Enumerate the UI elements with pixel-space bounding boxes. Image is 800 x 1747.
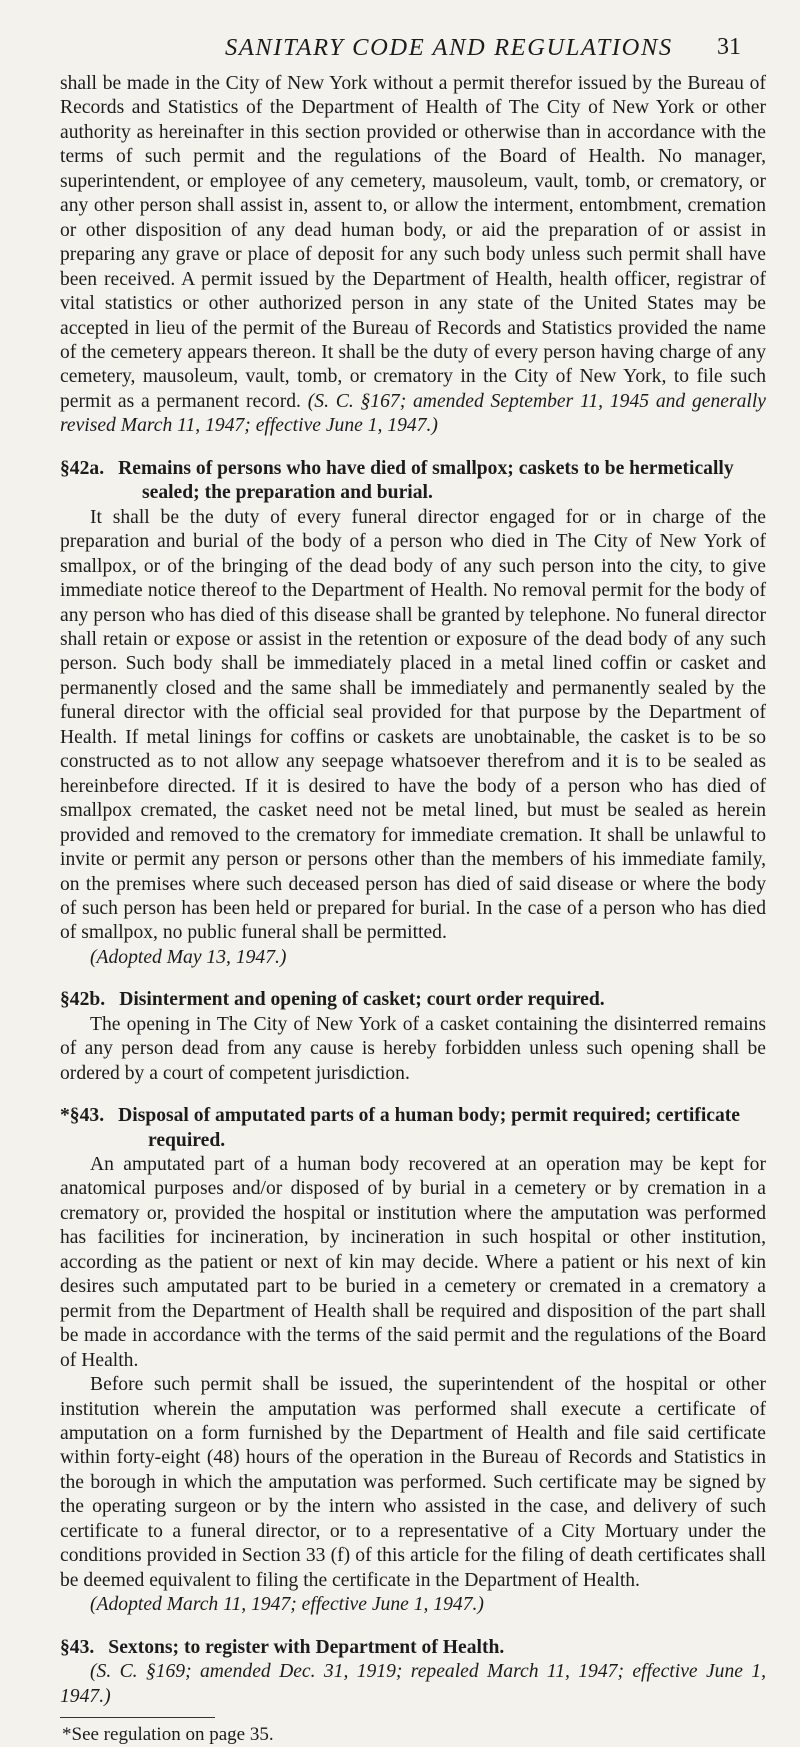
- intro-paragraph: [60, 72, 766, 439]
- section-43-heading: [60, 1104, 766, 1153]
- section-43-title: Disposal of amputated parts of a human body; permit required; certificate required.: [118, 1105, 740, 1151]
- section-42b-number: §42b.: [60, 989, 106, 1011]
- page-number: 31: [717, 34, 741, 60]
- section-43-sextons-heading: [60, 1636, 766, 1660]
- section-42b-heading: [60, 988, 766, 1012]
- section-42a-heading: [60, 457, 766, 506]
- section-42a-title: Remains of persons who have died of smallpox; caskets to be hermetically sealed; the preparation and burial.: [118, 457, 734, 504]
- section-43-sextons-title: Sextons; to register with Department of Health.: [108, 1636, 505, 1658]
- section-43-history-note: [60, 1593, 766, 1617]
- page-body: [60, 72, 766, 1747]
- section-43-number: *§43.: [60, 1105, 105, 1127]
- section-43-sextons-note: [60, 1660, 766, 1709]
- section-43-sextons-number: §43.: [60, 1636, 95, 1658]
- intro-text: shall be made in the City of New York without a permit therefor issued by the Bureau of Records and Statistics of the Department of Health of The City of New York or other authority as hereinafter in this section provided or otherwise than in accordance with the terms of such permit and the regulations of the Board of Health. No manager, superintendent, or employee of any cemetery, mausoleum, vault, tomb, or crematory, or any other person shall assist in, assent to, or allow the interment, entombment, cremation or other disposition of any dead human body, or aid the preparation of or assist in preparing any grave or place of deposit for any such body unless such permit shall have been received. A permit issued by the Department of Health, health officer, registrar of vital statistics or other authorized person in any state of the United States may be accepted in lieu of the permit of the Bureau of Records and Statistics provided the name of the cemetery appears thereon. It shall be the duty of every person having charge of any cemetery, mausoleum, vault, tomb, or crematory in the City of New York, to file such permit as a permanent record.: [60, 73, 766, 412]
- section-42b-title: Disinterment and opening of casket; court order required.: [119, 989, 605, 1011]
- section-42a-adopted: (Adopted May 13, 1947.): [90, 946, 287, 968]
- section-42b-body: The opening in The City of New York of a casket containing the disinterred remains of any person dead from any cause is hereby forbidden unless such opening shall be ordered by a court of competent jurisdiction.: [60, 1013, 766, 1084]
- running-header: [0, 34, 800, 64]
- section-43-body-2: Before such permit shall be issued, the superintendent of the hospital or other institution wherein the amputation was performed shall execute a certificate of amputation on a form furnished by the Department of Health and file said certificate within forty-eight (48) hours of the operation in the Bureau of Records and Statistics in the borough in which the amputation was performed. Such certificate may be signed by the operating surgeon or by the intern who assisted in the case, and delivery of such certificate to a funeral director, or to a representative of a City Mortuary under the conditions provided in Section 33 (f) of this article for the filing of death certificates shall be deemed equivalent to filing the certificate in the Department of Health.: [60, 1374, 766, 1591]
- section-43-adopted: (Adopted March 11, 1947; effective June 1, 1947.): [90, 1594, 484, 1616]
- footnote: *See regulation on page 35.: [62, 1724, 274, 1745]
- footnote-divider: [60, 1717, 215, 1718]
- intro-history-note: (S. C. §167; amended September 11, 1945 and generally revised March 11, 1947; effective June 1, 1947.): [60, 390, 766, 437]
- section-42a-number: §42a.: [60, 457, 105, 479]
- section-43-sextons-history: (S. C. §169; amended Dec. 31, 1919; repealed March 11, 1947; effective June 1, 1947.): [60, 1661, 766, 1707]
- section-42a-history-note: [60, 946, 766, 970]
- section-43-body-1: An amputated part of a human body recovered at an operation may be kept for anatomical purposes and/or disposed of by burial in a cemetery or by cremation in a crematory or, provided the hospital or institution where the amputation was performed has facilities for incineration, by incineration in such hospital or other institution, according as the patient or next of kin may decide. Where a patient or his next of kin desires such amputated part to be buried in a cemetery or cremated in a crematory a permit from the Department of Health shall be required and disposition of the part shall be made in accordance with the terms of the said permit and the regulations of the Board of Health.: [60, 1154, 766, 1371]
- running-title: SANITARY CODE AND REGULATIONS: [225, 34, 673, 61]
- section-42a-body: It shall be the duty of every funeral director engaged for or in charge of the preparation and burial of the body of a person who died in The City of New York of smallpox, or of the bringing of the dead body of any such person into the city, to give immediate notice thereof to the Department of Health. No removal permit for the body of any person who has died of this disease shall be granted by telephone. No funeral director shall retain or expose or assist in the retention or exposure of the dead body of any such person. Such body shall be immediately placed in a metal lined coffin or casket and permanently closed and the same shall be immediately and permanently sealed by the funeral director with the official seal provided for that purpose by the Department of Health. If metal linings for coffins or caskets are unobtainable, the casket is to be so constructed as to not allow any seepage whatsoever therefrom and it is to be sealed as hereinbefore directed. If it is desired to have the body of a person who has died of smallpox cremated, the casket need not be metal lined, but must be sealed as herein provided and removed to the crematory for immediate cremation. It shall be unlawful to invite or permit any person or persons other than the members of his immediate family, on the premises where such deceased person has died of said disease or where the body of such person has been held or prepared for burial. In the case of a person who has died of smallpox, no public funeral shall be permitted.: [60, 506, 766, 944]
